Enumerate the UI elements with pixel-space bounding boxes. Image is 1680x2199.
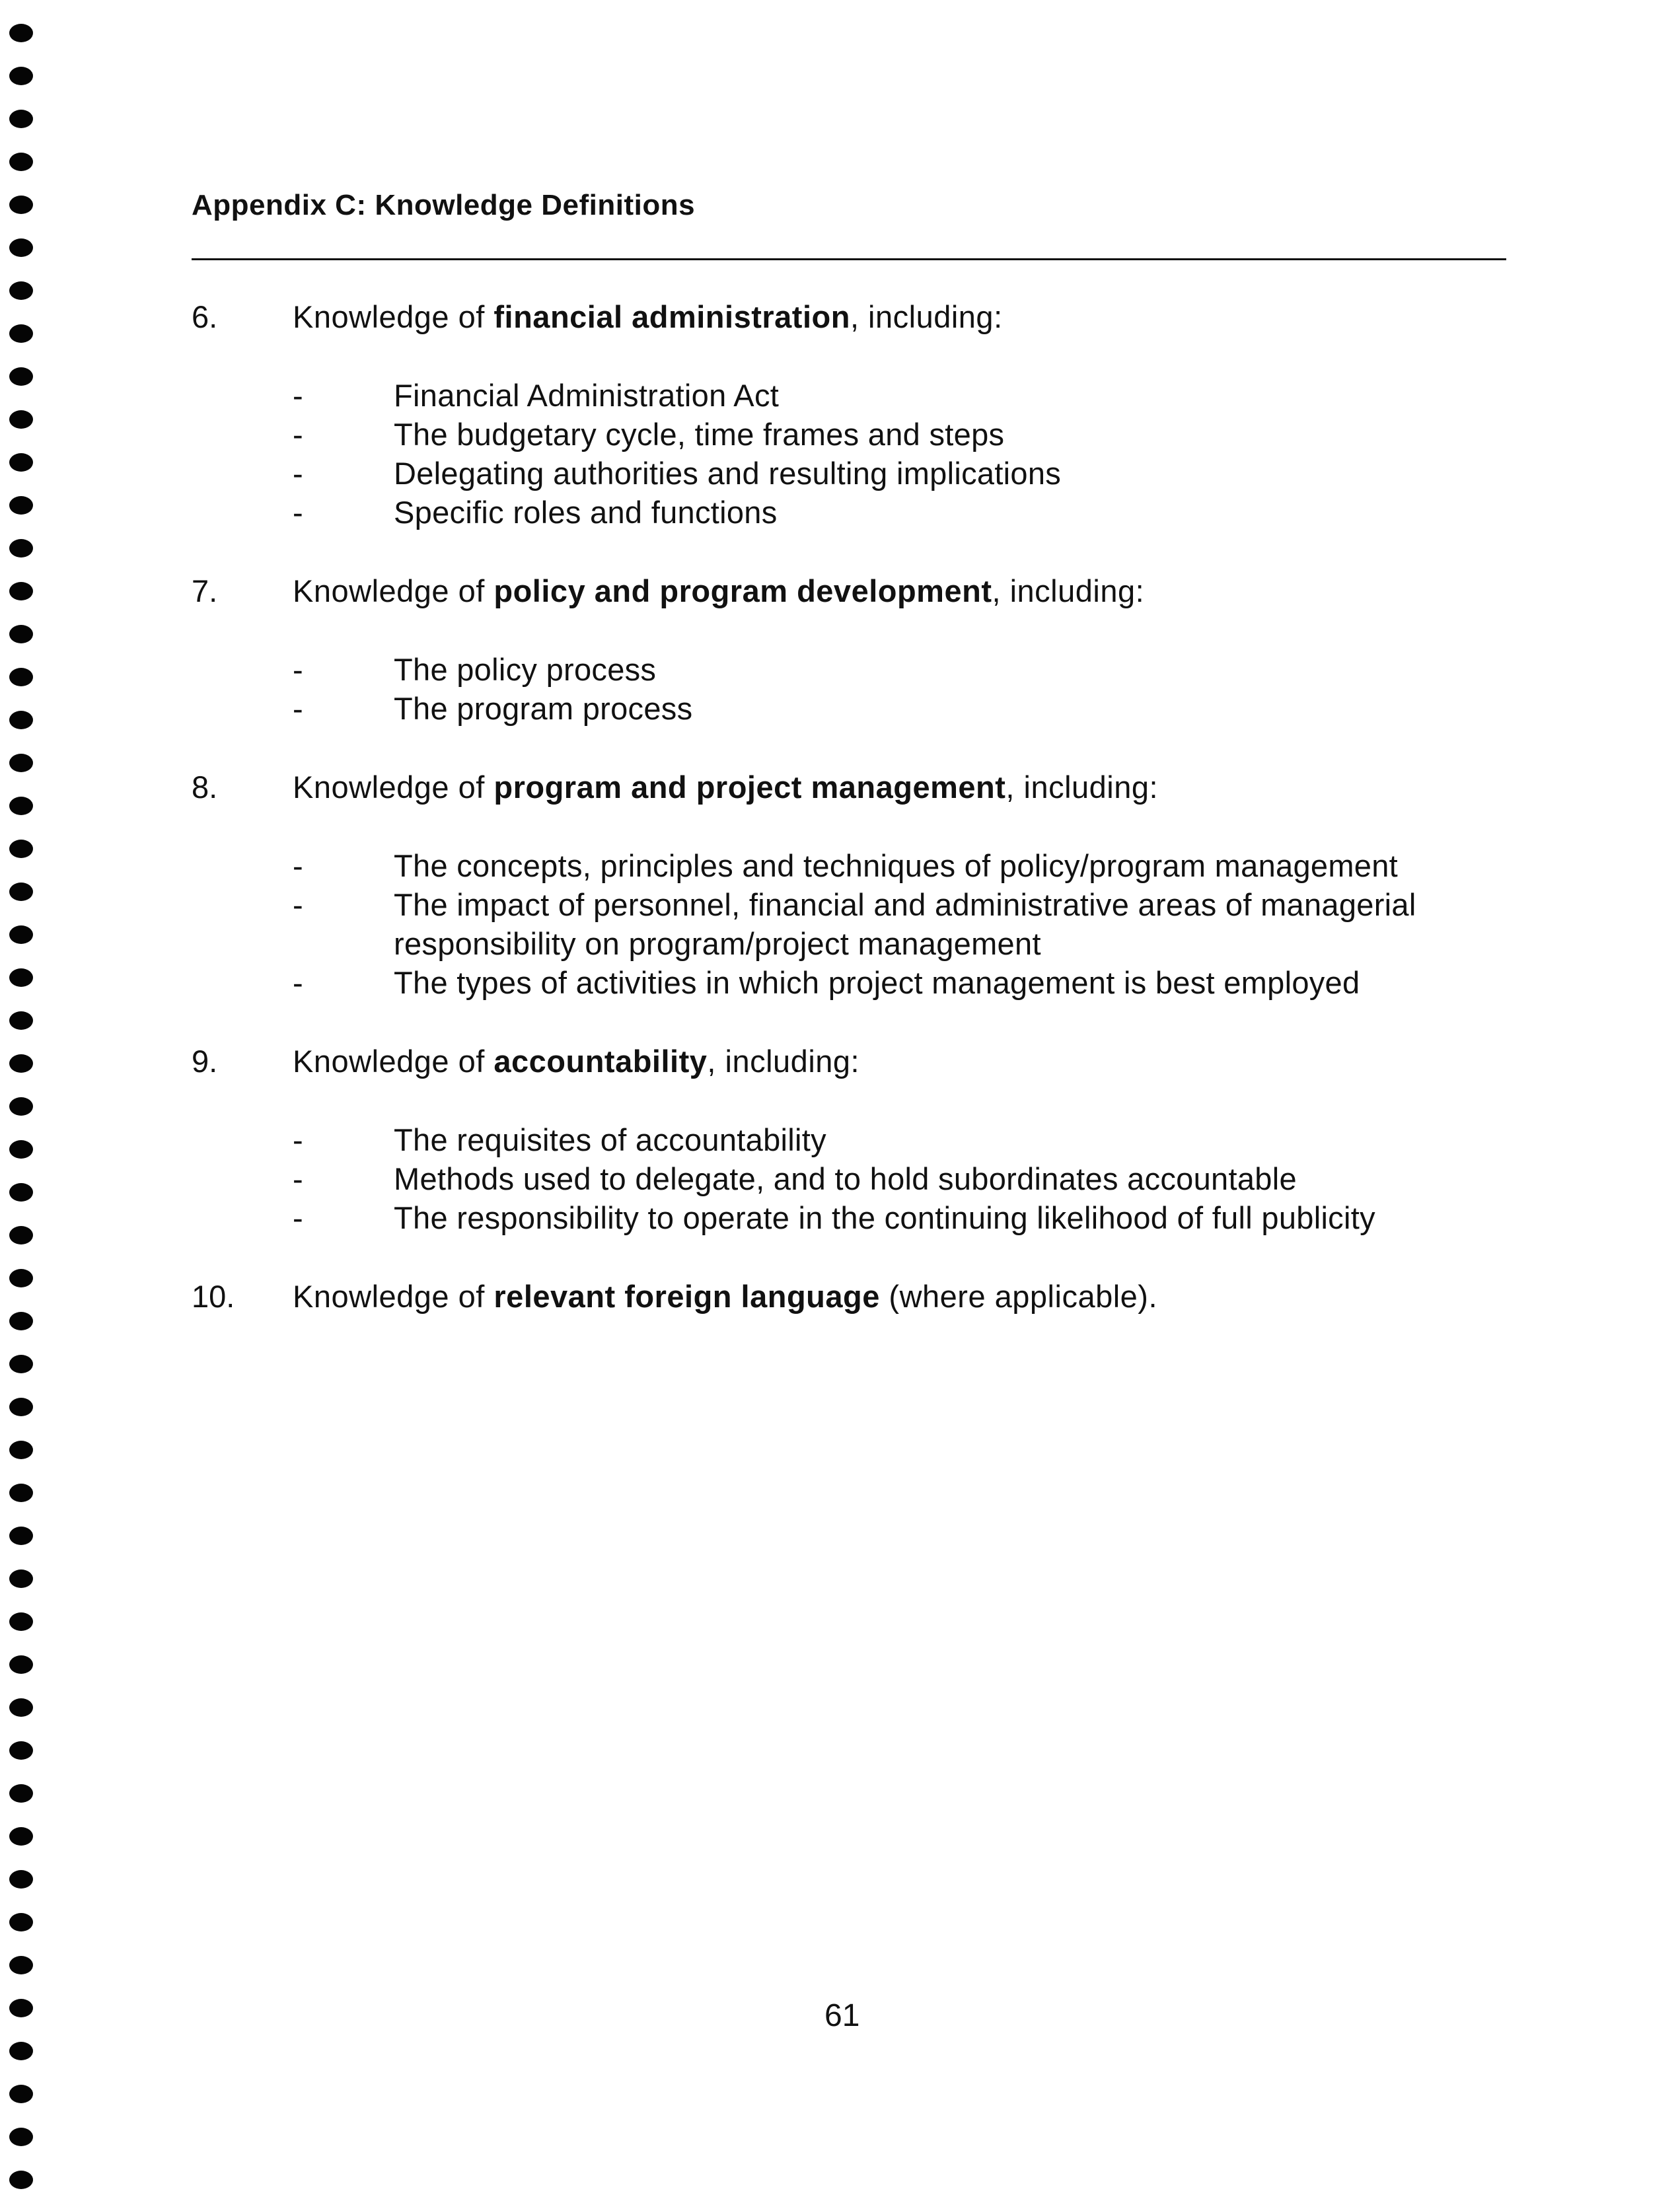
binding-hole xyxy=(9,324,33,343)
bullet-marker: - xyxy=(293,378,303,413)
list-item: The impact of personnel, financial and administrative areas of managerial xyxy=(394,887,1416,922)
section-number: 6. xyxy=(192,299,218,334)
binding-hole xyxy=(9,754,33,772)
heading-prefix: Knowledge of xyxy=(293,573,494,608)
heading-suffix: , including: xyxy=(707,1044,860,1079)
binding-hole xyxy=(9,1698,33,1717)
binding-hole xyxy=(9,453,33,472)
binding-hole xyxy=(9,1355,33,1373)
binding-hole xyxy=(9,1484,33,1502)
section-heading xyxy=(293,1043,859,1079)
bullet-marker: - xyxy=(293,652,303,687)
heading-subject: accountability xyxy=(493,1044,708,1079)
binding-hole xyxy=(9,496,33,515)
bullet-marker: - xyxy=(293,1122,303,1157)
bullet-marker: - xyxy=(293,1161,303,1196)
binding-hole xyxy=(9,797,33,815)
binding-hole xyxy=(9,539,33,558)
binding-hole xyxy=(9,1097,33,1116)
page-number: 61 xyxy=(824,1998,860,2033)
binding-hole xyxy=(9,1827,33,1846)
heading-subject: relevant foreign language xyxy=(493,1279,880,1314)
section-number: 8. xyxy=(192,770,218,805)
section-number: 9. xyxy=(192,1044,218,1079)
list-item: The budgetary cycle, time frames and steps xyxy=(394,417,1005,452)
bullet-marker: - xyxy=(293,1200,303,1235)
bullet-marker: - xyxy=(293,848,303,883)
binding-hole xyxy=(9,1183,33,1202)
binding-hole xyxy=(9,582,33,600)
binding-hole xyxy=(9,840,33,858)
binding-hole xyxy=(9,1011,33,1030)
binding-hole xyxy=(9,1398,33,1416)
section-heading xyxy=(293,299,1003,335)
section-heading xyxy=(293,769,1158,805)
binding-hole xyxy=(9,1956,33,1974)
binding-hole xyxy=(9,2042,33,2060)
heading-prefix: Knowledge of xyxy=(293,1279,494,1314)
heading-subject: policy and program development xyxy=(493,573,992,608)
binding-hole xyxy=(9,1784,33,1803)
binding-hole xyxy=(9,410,33,429)
binding-hole xyxy=(9,1999,33,2017)
heading-suffix: (where applicable). xyxy=(879,1279,1158,1314)
heading-subject: program and project management xyxy=(493,770,1006,805)
heading-prefix: Knowledge of xyxy=(293,299,494,334)
list-item: Specific roles and functions xyxy=(394,495,778,530)
bullet-marker: - xyxy=(293,887,303,922)
binding-hole xyxy=(9,24,33,42)
binding-hole xyxy=(9,281,33,300)
list-item: The responsibility to operate in the continuing likelihood of full publicity xyxy=(394,1200,1375,1235)
binding-hole xyxy=(9,1612,33,1631)
list-item: The program process xyxy=(394,691,693,726)
bullet-marker: - xyxy=(293,691,303,726)
list-item: The concepts, principles and techniques of policy/program management xyxy=(394,848,1399,883)
header-rule xyxy=(192,258,1506,260)
list-item: The policy process xyxy=(394,652,657,687)
section-heading xyxy=(293,1278,1157,1315)
binding-hole xyxy=(9,1913,33,1931)
heading-prefix: Knowledge of xyxy=(293,770,494,805)
section-heading xyxy=(293,573,1144,609)
binding-hole xyxy=(9,238,33,257)
list-item-continuation: responsibility on program/project management xyxy=(394,926,1041,961)
heading-prefix: Knowledge of xyxy=(293,1044,494,1079)
bullet-marker: - xyxy=(293,965,303,1000)
bullet-marker: - xyxy=(293,456,303,491)
binding-hole xyxy=(9,968,33,987)
list-item: The requisites of accountability xyxy=(394,1122,826,1157)
bullet-marker: - xyxy=(293,417,303,452)
section-number: 7. xyxy=(192,573,218,608)
binding-hole xyxy=(9,925,33,944)
binding-hole xyxy=(9,1441,33,1459)
list-item: Delegating authorities and resulting implications xyxy=(394,456,1062,491)
list-item: The types of activities in which project management is best employed xyxy=(394,965,1360,1000)
binding-hole xyxy=(9,668,33,686)
binding-hole xyxy=(9,1569,33,1588)
binding-hole xyxy=(9,2085,33,2103)
heading-suffix: , including: xyxy=(992,573,1145,608)
binding-hole xyxy=(9,1655,33,1674)
binding-hole xyxy=(9,1269,33,1287)
binding-hole xyxy=(9,2128,33,2146)
binding-hole xyxy=(9,196,33,214)
binding-holes xyxy=(9,20,37,2199)
binding-hole xyxy=(9,625,33,643)
binding-hole xyxy=(9,1527,33,1545)
binding-hole xyxy=(9,2171,33,2189)
binding-hole xyxy=(9,1140,33,1159)
list-item: Methods used to delegate, and to hold subordinates accountable xyxy=(394,1161,1297,1196)
binding-hole xyxy=(9,1054,33,1073)
binding-hole xyxy=(9,110,33,128)
binding-hole xyxy=(9,67,33,85)
binding-hole xyxy=(9,883,33,901)
binding-hole xyxy=(9,711,33,729)
list-item: Financial Administration Act xyxy=(394,378,780,413)
heading-suffix: , including: xyxy=(1005,770,1159,805)
heading-subject: financial administration xyxy=(493,299,850,334)
binding-hole xyxy=(9,1870,33,1889)
binding-hole xyxy=(9,153,33,171)
binding-hole xyxy=(9,367,33,386)
heading-suffix: , including: xyxy=(850,299,1003,334)
binding-hole xyxy=(9,1312,33,1330)
binding-hole xyxy=(9,1226,33,1244)
page-header: Appendix C: Knowledge Definitions xyxy=(192,189,696,221)
bullet-marker: - xyxy=(293,495,303,530)
binding-hole xyxy=(9,1741,33,1760)
section-number: 10. xyxy=(192,1279,235,1314)
